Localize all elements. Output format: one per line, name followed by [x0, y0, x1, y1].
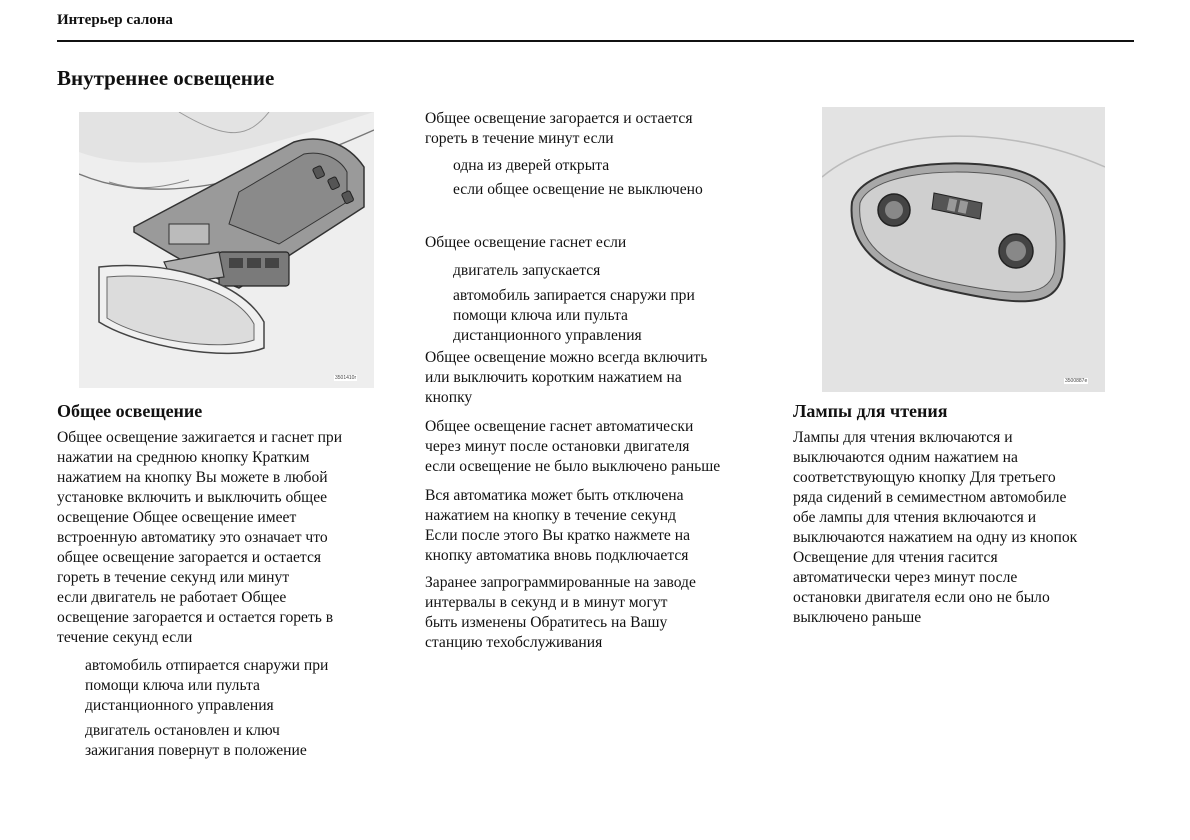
- section-title: Внутреннее освещение: [57, 66, 275, 90]
- overhead-console-illustration: [79, 112, 374, 388]
- manual-toggle-text: Общее освещение можно всегда включить или выключить коротким нажатием на кнопку: [425, 349, 708, 406]
- automatic-disable-text: Вся автоматика может быть отключена нажатием на кнопку в течение секунд Если после этого Вы кратко нажмете на кнопку автоматика вновь подключается: [425, 487, 691, 564]
- reading-lamps-text: Лампы для чтения включаются и выключаются одним нажатием на соответствующую кнопку Для третьего ряда сидений в семиместном автомобиле обе лампы для чтения включаются и выключаются нажатием на одну из кнопок Освещение для чтения гасится автоматически через минут после остановки двигателя если оно не было выключено раньше: [793, 429, 1078, 626]
- list-item: одна из дверей открыта: [453, 157, 610, 174]
- list-item: если общее освещение не выключено: [453, 181, 703, 198]
- general-lighting-text: Общее освещение зажигается и гаснет при нажатии на среднюю кнопку Кратким нажатием на кнопку Вы можете в любой установке включить и выключить общее освещение Общее освещение имеет встроенную автоматику это означает что общее освещение загорается и остается гореть в течение секунд или минут если двигатель не работает Общее освещение загорается и остается гореть в течение секунд если: [57, 429, 343, 646]
- header-rule: [57, 40, 1134, 42]
- lights-off-intro: Общее освещение гаснет если: [425, 234, 627, 251]
- reading-lamps-illustration: [822, 107, 1105, 392]
- reading-lamps-figure: [822, 107, 1105, 392]
- factory-intervals-text: Заранее запрограммированные на заводе интервалы в секунд и в минут могут быть изменены Обратитесь на Вашу станцию техобслуживания: [425, 574, 696, 651]
- figure-code: 3500887e: [1065, 378, 1088, 384]
- list-item: двигатель запускается: [453, 262, 601, 279]
- courtesy-light-figure: [79, 112, 374, 388]
- reading-lamps-heading: Лампы для чтения: [793, 401, 948, 421]
- running-header: Интерьер салона: [57, 12, 173, 28]
- general-lighting-heading: Общее освещение: [57, 401, 203, 421]
- list-item: двигатель остановлен и ключ зажигания повернут в положение: [85, 722, 307, 759]
- lights-on-intro: Общее освещение загорается и остается гореть в течение минут если: [425, 110, 693, 147]
- auto-off-text: Общее освещение гаснет автоматически через минут после остановки двигателя если освещение не было выключено раньше: [425, 418, 721, 475]
- list-item: автомобиль запирается снаружи при помощи ключа или пульта дистанционного управления: [453, 287, 695, 344]
- figure-code: 3501410r: [335, 375, 357, 381]
- list-item: автомобиль отпирается снаружи при помощи ключа или пульта дистанционного управления: [85, 657, 329, 714]
